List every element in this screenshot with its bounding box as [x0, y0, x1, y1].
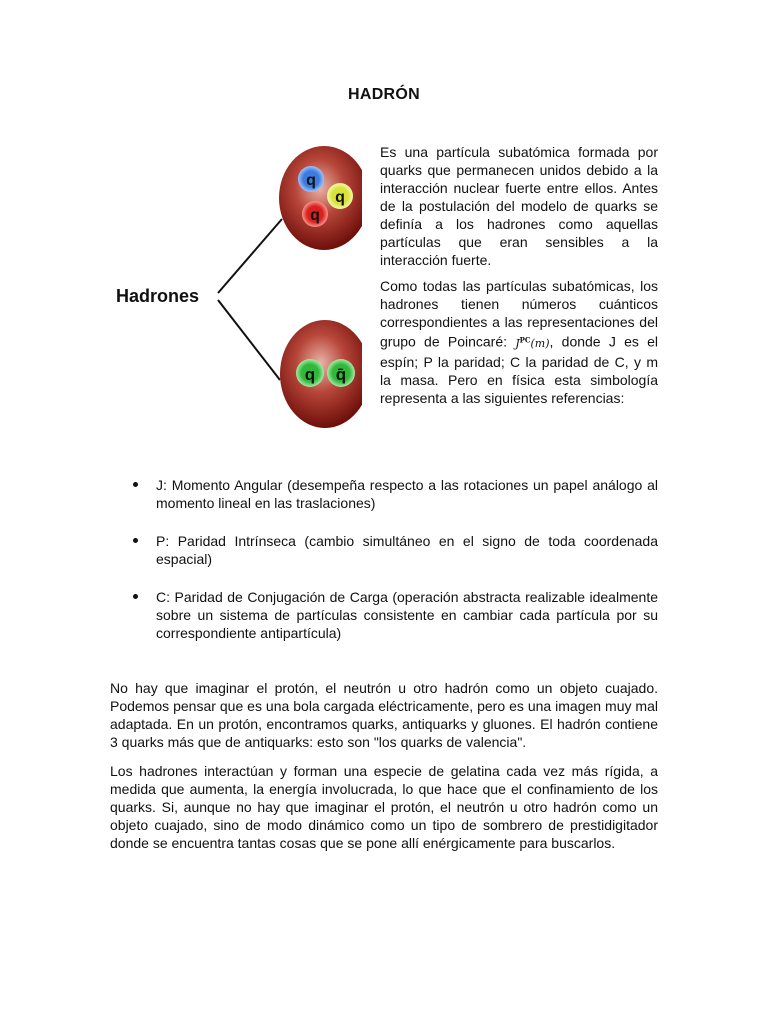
quark-red-label: q [310, 207, 320, 224]
intro-text [380, 143, 658, 415]
list-item [130, 476, 658, 512]
body-paragraph-2: Los hadrones interactúan y forman una especie de gelatina cada vez más rígida, a medida que aumenta, la energía involucrada, lo que hace que el confinamiento de los quarks. Si, aunque no hay que imaginar el protón, el neutrón u otro hadrón como un objeto cuajado, sino de modo dinámico como un tipo de sombrero de prestidigitador donde se encuentra tantas cosas que se pone allí enérgicamente para buscarlos. [110, 763, 658, 851]
list-item-text: J: Momento Angular (desempeña respecto a las rotaciones un papel análogo al momento lineal en las traslaciones) [156, 477, 658, 511]
hadrons-svg [112, 140, 362, 440]
connector-line-top [218, 219, 282, 293]
bullet-dot [133, 594, 138, 599]
list-item [130, 532, 658, 568]
poincare-formula [515, 337, 549, 350]
body-paragraph-1: No hay que imaginar el protón, el neutrón u otro hadrón como un objeto cuajado. Podemos pensar que es una bola cargada eléctricamente, pero es una imagen muy mal adaptada. En un protón, encontramos quarks, antiquarks y gluones. El hadrón contiene 3 quarks más que de antiquarks: esto son "los quarks de valencia". [110, 680, 658, 750]
list-item [130, 588, 658, 642]
bullet-dot [133, 538, 138, 543]
list-item-text: P: Paridad Intrínseca (cambio simultáneo en el signo de toda coordenada espacial) [156, 533, 658, 567]
formula-base: J [515, 336, 520, 350]
page-title: HADRÓN [347, 86, 421, 103]
antiquark-label: q̄ [335, 365, 347, 384]
list-item-text: C: Paridad de Conjugación de Carga (operación abstracta realizable idealmente sobre un sistema de partículas consistente en cambiar cada partícula por su correspondiente antipartícula) [156, 589, 658, 641]
formula-argument: (m) [530, 336, 550, 350]
intro-p2-before: Como todas las partículas subatómicas, los hadrones tienen números cuánticos correspondientes a las representaciones del grupo de Poincaré: [380, 278, 658, 350]
hadrons-label: Hadrones [116, 286, 200, 306]
body-text [110, 679, 658, 863]
bullet-list [130, 476, 658, 662]
connector-line-bottom [218, 300, 280, 380]
quark-yellow-label: q [335, 189, 345, 206]
quark-blue-label: q [306, 172, 316, 189]
bullet-dot [133, 482, 138, 487]
intro-paragraph-2 [380, 277, 658, 407]
intro-paragraph-1: Es una partícula subatómica formada por quarks que permanecen unidos debido a la interacción nuclear fuerte entre ellos. Antes de la postulación del modelo de quarks se definía a los hadrones como aquellas partículas que eran sensibles a la interacción fuerte. [380, 144, 658, 268]
intro-p2-after: , donde J es el espín; P la paridad; C la paridad de C, y m la masa. Pero en física esta simbología representa a las siguientes referencias: [380, 333, 658, 406]
hadrons-diagram [112, 140, 362, 440]
quark-green-label: q [304, 365, 316, 384]
formula-superscript: PC [519, 335, 531, 344]
